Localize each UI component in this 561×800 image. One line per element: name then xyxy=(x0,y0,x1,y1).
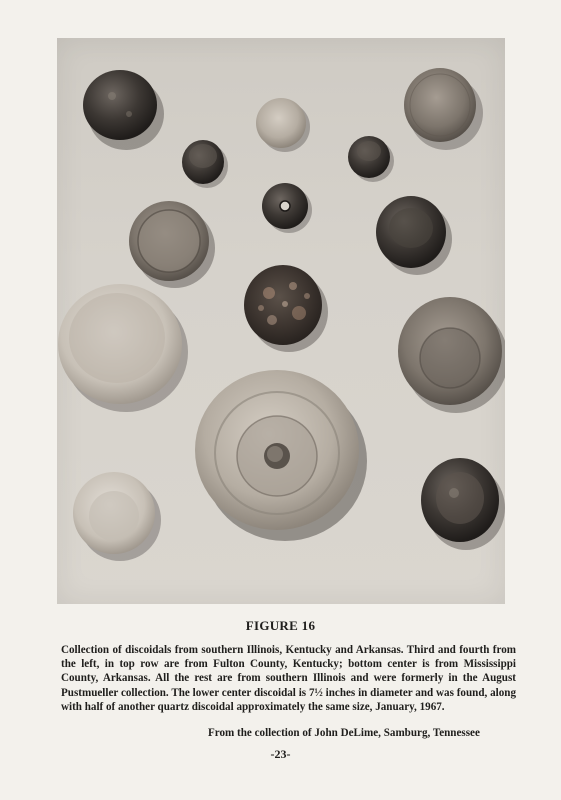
discoidal-top-right xyxy=(404,68,483,150)
discoidals-illustration xyxy=(57,38,505,604)
figure-title: FIGURE 16 xyxy=(245,618,316,633)
discoidal-small-left xyxy=(182,140,228,188)
discoidals-photograph xyxy=(57,38,505,604)
discoidal-bottom-left xyxy=(73,472,161,561)
discoidal-large-right xyxy=(398,297,505,413)
discoidal-mottled-center xyxy=(244,265,328,352)
discoidal-mid-left xyxy=(129,201,215,288)
discoidal-top-left xyxy=(83,70,164,150)
discoidal-small-right xyxy=(348,136,394,182)
collection-credit: From the collection of John DeLime, Samburg, Tennessee xyxy=(208,727,480,739)
discoidal-perforated-small xyxy=(262,183,312,233)
discoidal-mid-right xyxy=(376,196,452,275)
figure-caption: Collection of discoidals from southern Illinois, Kentucky and Arkansas. Third and fourth from the left, in top row are from Fulton County, Kentucky; bottom center is from Mississippi County, Arkansas. All the rest are from southern Illinois and were formerly in the August Pustmueller collection. The lower center discoidal is 7½ inches in diameter and was found, along with half of another quartz discoidal approximately the same size, January, 1967. xyxy=(61,644,516,713)
discoidal-large-left xyxy=(58,284,188,412)
discoidal-bottom-right xyxy=(421,458,505,550)
page-number: -23- xyxy=(270,747,291,761)
discoidal-lower-center-large xyxy=(195,370,367,541)
discoidal-top-center xyxy=(256,98,310,152)
